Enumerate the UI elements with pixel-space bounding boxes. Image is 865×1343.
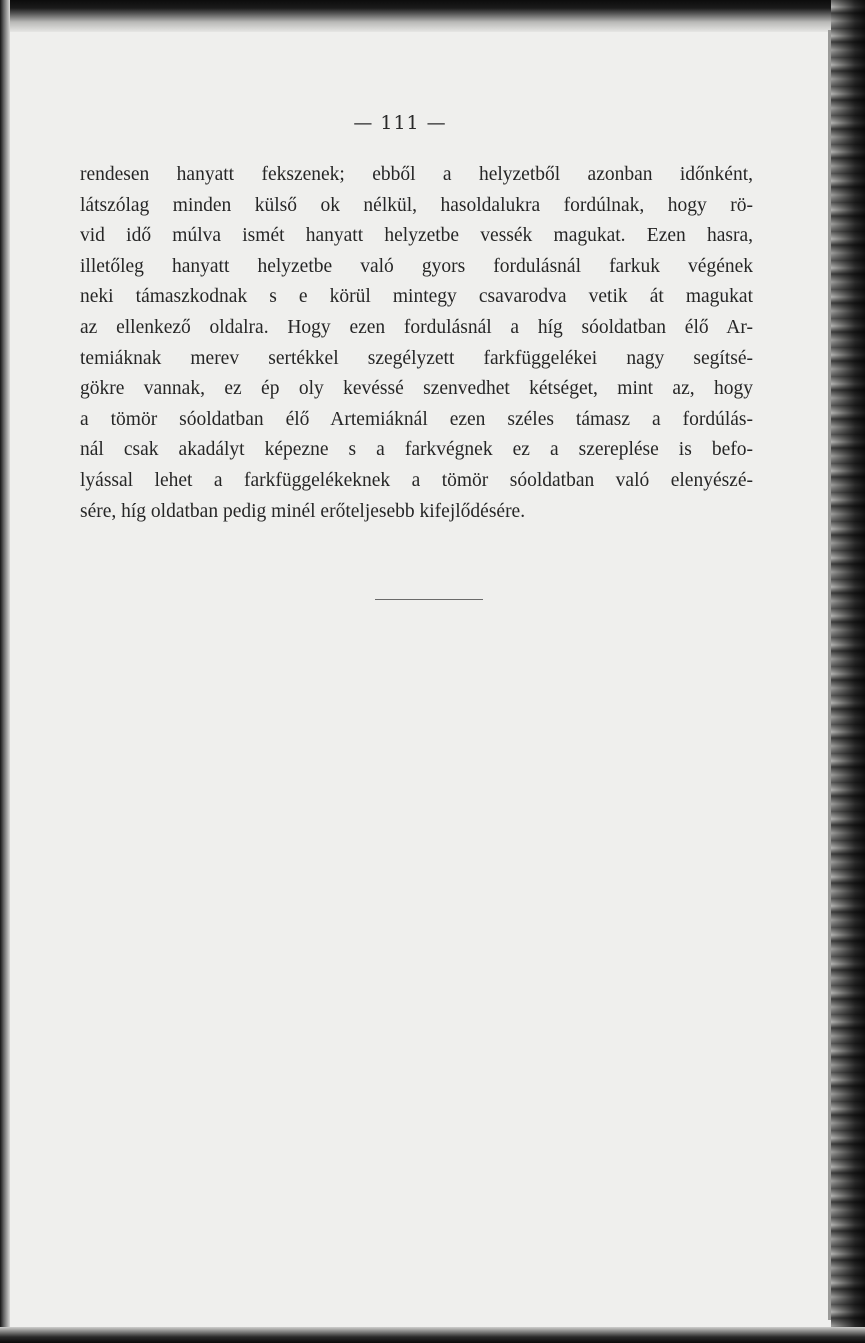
text-line: gökre vannak, ez ép oly kevéssé szenvedhet kétséget, mint az, hogy	[80, 378, 753, 400]
text-line-last: sére, híg oldatban pedig minél erőteljesebb kifejlődésére.	[80, 500, 526, 522]
text-line: nál csak akadályt képezne s a farkvégnek ez a szereplése is befo-	[80, 439, 753, 461]
text-line: a tömör sóoldatban élő Artemiáknál ezen széles támasz a fordúlás-	[80, 408, 753, 430]
scan-left-edge	[0, 0, 10, 1343]
text-line: látszólag minden külső ok nélkül, hasoldalukra fordúlnak, hogy rö-	[80, 194, 753, 216]
body-paragraph	[80, 160, 753, 527]
text-line: lyással lehet a farkfüggelékeknek a tömör sóoldatban való elenyészé-	[80, 469, 753, 491]
text-line: neki támaszkodnak s e körül mintegy csavarodva vetik át magukat	[80, 286, 753, 308]
text-line: az ellenkező oldalra. Hogy ezen fordulásnál a híg sóoldatban élő Ar-	[80, 316, 753, 338]
text-line: vid idő múlva ismét hanyatt helyzetbe vessék magukat. Ezen hasra,	[80, 225, 753, 247]
scan-right-shadow	[828, 30, 831, 1320]
scan-bottom-edge	[0, 1327, 865, 1343]
text-line: illetőleg hanyatt helyzetbe való gyors fordulásnál farkuk végének	[80, 255, 753, 277]
text-line: rendesen hanyatt fekszenek; ebből a helyzetből azonban időnként,	[80, 164, 753, 185]
text-line: temiáknak merev sertékkel szegélyzett farkfüggelékei nagy segítsé-	[80, 347, 753, 369]
section-divider	[375, 599, 483, 600]
page-number: — 111 —	[353, 112, 447, 134]
scan-right-edge	[831, 0, 865, 1343]
scan-top-edge	[0, 0, 865, 32]
